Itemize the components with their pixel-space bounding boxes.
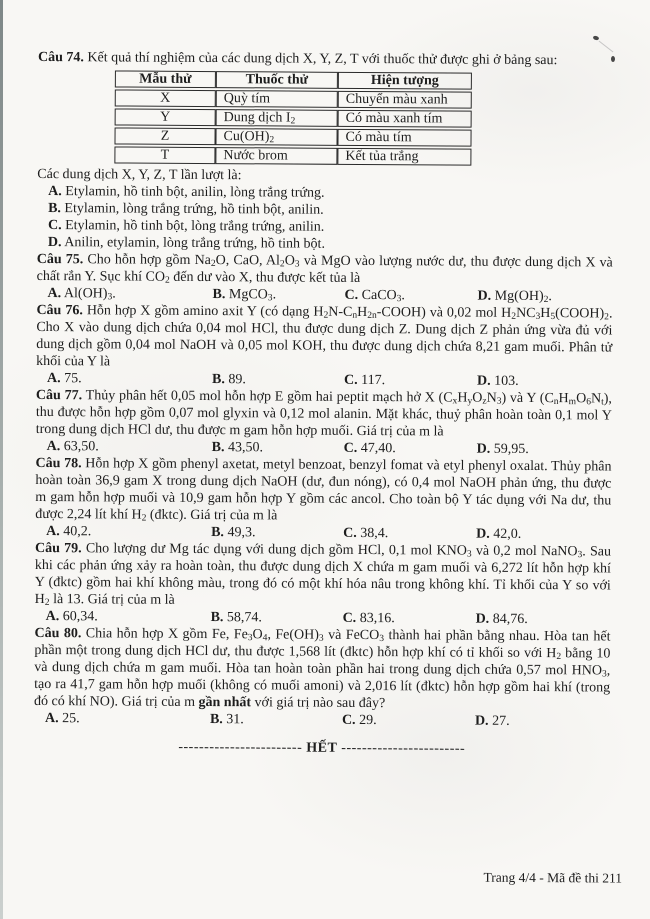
option-letter: D. bbox=[475, 611, 490, 627]
table-cell: Có màu tím bbox=[337, 129, 471, 147]
option-letter: D. bbox=[477, 373, 491, 389]
option-text: 27. bbox=[492, 713, 510, 729]
option-letter: A. bbox=[47, 371, 61, 387]
option-text: 89. bbox=[228, 372, 246, 388]
q75-option-d bbox=[478, 288, 613, 306]
option-text: 47,40. bbox=[360, 440, 396, 457]
q75-option-c bbox=[345, 287, 478, 305]
option-letter: B. bbox=[209, 712, 223, 728]
option-letter: D. bbox=[476, 441, 491, 457]
q77-option-c bbox=[344, 440, 477, 458]
question-78-text bbox=[35, 455, 611, 527]
option-text: CaCO$_3$. bbox=[361, 287, 406, 305]
option-text: 103. bbox=[494, 373, 519, 389]
option-text: 38,4. bbox=[360, 525, 389, 542]
option-text: 83,16. bbox=[359, 610, 395, 627]
table-row bbox=[114, 127, 471, 146]
table-header-cell: Mẫu thử bbox=[115, 70, 216, 88]
question-76-body: Hỗn hợp X gồm amino axit Y (có dạng $H_2N-C_nH_{2n}-COOH$) và 0,02 mol $H_2NC_3H_5(COOH)_2$. Cho X vào dung dịch chứa 0,04 mol HCl, thu được dung dịch Z. Dung dịch Z phản ứng vừa đủ với dung dịch gồm 0,04 mol NaOH và 0,05 mol KOH, thu được dung dịch chứa 8,21 gam muối. Phân tử khối của Y là bbox=[36, 303, 613, 370]
option-text: 58,74. bbox=[226, 610, 262, 626]
table-header-cell: Hiện tượng bbox=[338, 72, 472, 90]
option-letter: C. bbox=[343, 525, 357, 541]
end-of-exam-marker: ------------------------ HẾT ------------------------ bbox=[178, 739, 466, 757]
option-text: Etylamin, hồ tinh bột, lòng trắng trứng, anilin. bbox=[65, 218, 325, 235]
question-78-number: Câu 78. bbox=[35, 455, 82, 472]
option-letter: B. bbox=[212, 372, 225, 388]
question-79 bbox=[35, 540, 612, 629]
q76-option-a bbox=[47, 370, 212, 388]
option-text: 25. bbox=[62, 711, 80, 727]
question-80-body: Chia hỗn hợp X gồm Fe, $Fe_3O_4$, $Fe(OH)_3$ và FeCO$_3$ thành hai phần bằng nhau. Hòa tan hết phần một trong dung dịch HCl dư, thu được 1,568 lít (đktc) hỗn hợp khí có tỉ khối so với $H_2$ bằng 10 và dung dịch chứa m gam muối. Hòa tan hoàn toàn phần hai trong dung dịch chứa 0,57 mol $HNO_3$, tạo ra 41,7 gam hỗn hợp muối (không có muối amoni) và 2,016 lít (đktc) hỗn hợp gồm hai khí (trong đó có khí NO). Giá trị của m gần nhất với giá trị nào sau đây? bbox=[34, 626, 611, 712]
q78-option-d bbox=[476, 526, 611, 544]
option-letter: B. bbox=[210, 610, 224, 626]
q77-option-d bbox=[477, 441, 612, 459]
question-78 bbox=[35, 455, 612, 544]
option-letter: A. bbox=[46, 439, 61, 455]
question-75-text bbox=[37, 251, 613, 289]
question-79-text bbox=[35, 540, 611, 612]
table-cell: Z bbox=[114, 127, 215, 145]
option-letter: D. bbox=[476, 526, 490, 542]
q77-option-b bbox=[212, 439, 344, 457]
option-text: 59,95. bbox=[493, 441, 529, 457]
option-letter: C. bbox=[47, 218, 62, 234]
q79-option-a bbox=[46, 608, 211, 626]
q75-option-b bbox=[213, 286, 345, 304]
page-footer: Trang 4/4 - Mã đề thi 211 bbox=[483, 869, 623, 886]
table-header-row bbox=[115, 70, 472, 89]
table-cell: Y bbox=[115, 108, 216, 126]
q74-lead: Các dung dịch X, Y, Z, T lần lượt là: bbox=[37, 166, 242, 184]
option-letter: C. bbox=[344, 287, 359, 303]
q76-option-d bbox=[477, 373, 612, 391]
table-cell: $Cu(OH)_2$ bbox=[215, 128, 337, 146]
option-letter: A. bbox=[48, 184, 62, 200]
table-cell: Dung dịch $I_2$ bbox=[216, 109, 338, 127]
question-76 bbox=[36, 302, 613, 391]
option-text: Anilin, etylamin, lòng trắng trứng, hồ tinh bột. bbox=[64, 235, 326, 252]
table-cell: X bbox=[115, 89, 216, 107]
q79-option-d bbox=[476, 611, 611, 629]
question-78-body: Hỗn hợp X gồm phenyl axetat, metyl benzoat, benzyl fomat và etyl phenyl oxalat. Thủy phân hoàn toàn 36,9 gam X trong dung dịch NaOH (dư, đun nóng), có 0,4 mol NaOH phản ứng, thu được m gam hỗn hợp muối và 10,9 gam hỗn hợp Y gồm các ancol. Cho toàn bộ Y tác dụng với Na dư, thu được 2,24 lít khí $H_2$ (đktc). Giá trị của m là bbox=[35, 456, 612, 524]
question-80-text bbox=[34, 625, 611, 714]
question-75 bbox=[37, 251, 613, 306]
option-letter: A. bbox=[44, 711, 59, 727]
q79-option-c bbox=[343, 610, 476, 628]
option-letter: D. bbox=[47, 235, 62, 251]
question-77-number: Câu 77. bbox=[35, 387, 83, 404]
q75-option-a bbox=[48, 285, 213, 303]
table-row bbox=[115, 108, 472, 127]
option-text: $Al(OH)_3$. bbox=[63, 286, 116, 303]
option-text: MgCO$_3$. bbox=[228, 287, 277, 304]
option-text: Etylamin, lòng trắng trứng, hồ tinh bột, anilin. bbox=[64, 201, 324, 218]
question-77-text bbox=[36, 387, 612, 442]
question-77-body: Thủy phân hết 0,05 mol hỗn hợp E gồm hai peptit mạch hở X $(C_xH_yO_zN_3)$ và Y $(C_nH_mO_6N_t)$, thu được hỗn hợp gồm 0,07 mol glyxin và 0,12 mol alanin. Mặt khác, thuỷ phân hoàn toàn 0,1 mol Y trong dung dịch HCl dư, thu được m gam hỗn hợp muối. Giá trị của m là bbox=[35, 388, 613, 440]
option-text: $Mg(OH)_2$. bbox=[494, 288, 553, 306]
table-cell: Nước brom bbox=[215, 147, 337, 165]
option-letter: C. bbox=[342, 610, 357, 626]
q80-options bbox=[34, 710, 610, 731]
option-text: 117. bbox=[361, 372, 386, 389]
table-row bbox=[115, 89, 472, 108]
q80-option-b bbox=[210, 711, 342, 729]
option-letter: A. bbox=[46, 524, 60, 540]
table-cell: Chuyển màu xanh bbox=[338, 91, 472, 109]
q76-option-c bbox=[344, 372, 477, 390]
table-cell: Kết tủa trắng bbox=[337, 148, 471, 166]
question-75-number: Câu 75. bbox=[36, 251, 84, 268]
question-80-number: Câu 80. bbox=[34, 625, 82, 642]
question-74-number: Câu 74. bbox=[37, 49, 84, 66]
option-letter: B. bbox=[211, 440, 225, 456]
option-letter: B. bbox=[212, 287, 226, 303]
option-letter: C. bbox=[343, 440, 358, 456]
option-letter: D. bbox=[474, 713, 489, 729]
table-cell: Có màu xanh tím bbox=[338, 110, 472, 128]
option-text: 31. bbox=[226, 712, 244, 728]
question-74-text bbox=[38, 49, 614, 70]
q77-option-a bbox=[47, 438, 212, 456]
q78-option-c bbox=[343, 525, 476, 543]
question-75-body: Cho hỗn hợp gồm $Na_2O$, CaO, $Al_2O_3$ và MgO vào lượng nước dư, thu được dung dịch X và chất rắn Y. Sục khí $CO_2$ đến dư vào X, thu được kết tủa là bbox=[36, 252, 613, 286]
q80-option-d bbox=[475, 713, 610, 731]
question-79-body: Cho lượng dư Mg tác dụng với dung dịch gồm HCl, 0,1 mol $KNO_3$ và 0,2 mol NaNO$_3$. Sau khi các phản ứng xảy ra hoàn toàn, thu được dung dịch X chứa m gam muối và 6,272 lít hỗn hợp khí Y (đktc) gồm hai khí không màu, trong đó có một khí hóa nâu trong không khí. Tỉ khối của Y so với $H_2$ là 13. Giá trị của m là bbox=[34, 541, 612, 608]
option-text: 29. bbox=[359, 712, 377, 729]
question-79-number: Câu 79. bbox=[34, 540, 82, 557]
table-row bbox=[114, 146, 471, 165]
question-76-text bbox=[36, 302, 612, 374]
option-letter: A. bbox=[47, 286, 62, 302]
option-text: 43,50. bbox=[227, 440, 264, 456]
q79-option-b bbox=[211, 609, 343, 627]
option-text: 84,76. bbox=[492, 611, 528, 627]
question-74-body: Kết quả thí nghiệm của các dung dịch X, Y, Z, T với thuốc thử được ghi ở bảng sau: bbox=[87, 50, 558, 69]
q76-option-b bbox=[212, 371, 344, 389]
table-header-cell: Thuốc thử bbox=[216, 71, 338, 89]
table-cell: T bbox=[114, 146, 215, 164]
option-text: 60,34. bbox=[62, 609, 98, 625]
option-text: 42,0. bbox=[493, 526, 522, 542]
q74-result-table bbox=[114, 68, 472, 167]
q78-option-a bbox=[46, 523, 211, 541]
question-74 bbox=[37, 49, 614, 255]
option-text: 49,3. bbox=[227, 525, 256, 541]
option-text: 63,50. bbox=[63, 439, 99, 455]
option-letter: D. bbox=[477, 288, 492, 304]
q80-option-c bbox=[342, 712, 475, 730]
table-cell: Quỳ tím bbox=[216, 90, 338, 108]
option-text: Etylamin, hồ tinh bột, anilin, lòng trắng trứng. bbox=[65, 184, 325, 201]
option-text: 75. bbox=[64, 371, 82, 387]
option-letter: B. bbox=[211, 525, 225, 541]
option-letter: C. bbox=[344, 372, 358, 388]
question-76-number: Câu 76. bbox=[36, 302, 83, 319]
question-80 bbox=[34, 625, 611, 731]
option-text: 40,2. bbox=[63, 524, 92, 540]
q78-option-b bbox=[211, 524, 343, 542]
option-letter: C. bbox=[341, 712, 356, 728]
option-letter: A. bbox=[45, 609, 60, 625]
q80-option-a bbox=[45, 710, 210, 728]
option-letter: B. bbox=[48, 201, 61, 217]
question-77 bbox=[36, 387, 612, 459]
